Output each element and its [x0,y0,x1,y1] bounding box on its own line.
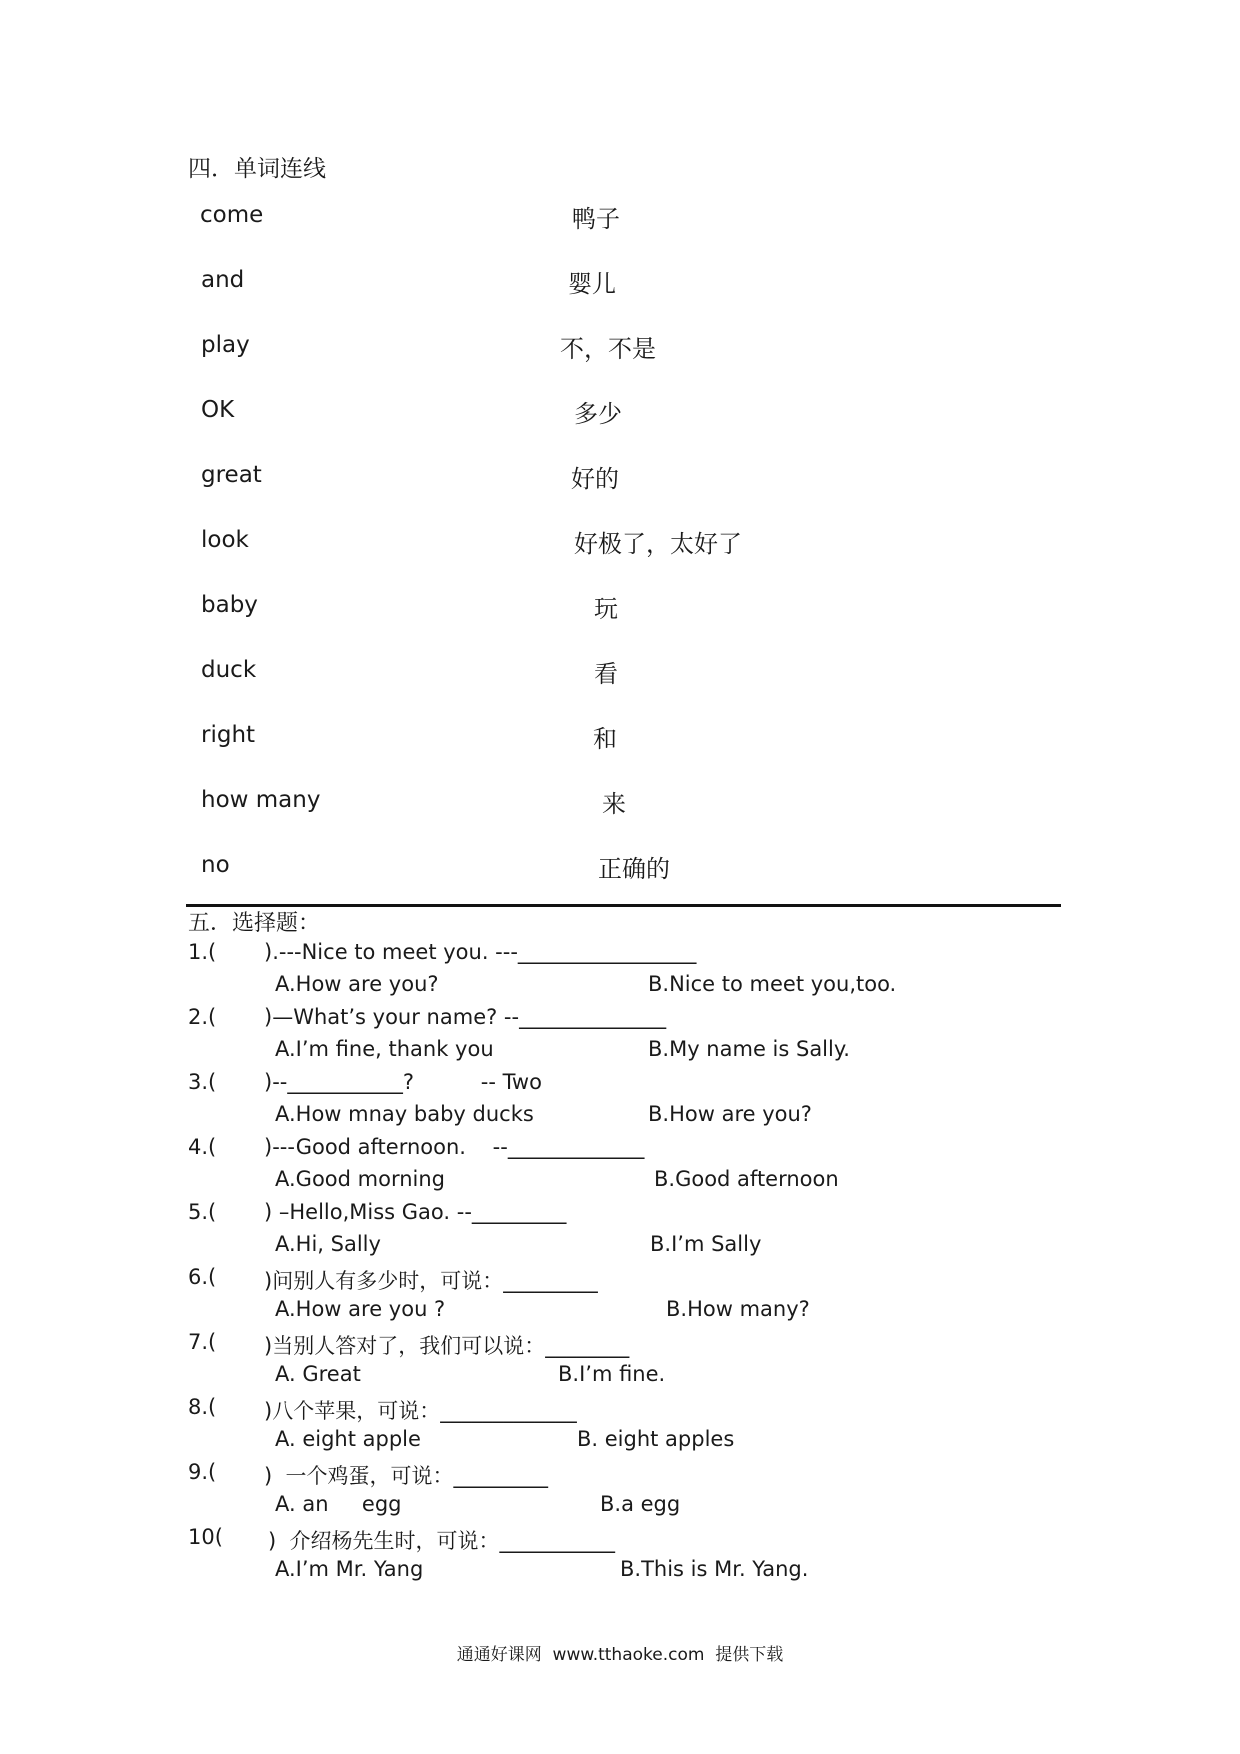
question-text: )---Good afternoon. --_____________ [264,1135,645,1159]
section-4-title: 四．单词连线 [188,156,326,182]
option-b: B.How many? [666,1297,810,1321]
english-word: come [200,202,264,228]
chinese-word: 不，不是 [560,335,656,363]
option-a: A.Hi, Sally [275,1232,381,1256]
option-b: B.This is Mr. Yang. [620,1557,809,1581]
question-text: ) 介绍杨先生时，可说：___________ [268,1529,616,1553]
chinese-word: 看 [594,660,618,688]
english-word: great [201,462,262,488]
option-b: B.Good afternoon [654,1167,839,1191]
question-text: )当别人答对了，我们可以说：________ [264,1334,630,1358]
option-a: A. Great [275,1362,361,1386]
option-b: B. eight apples [577,1427,735,1451]
english-word: play [201,332,250,358]
option-b: B.a egg [600,1492,681,1516]
question-number: 10( [188,1525,223,1549]
option-a: A.I’m fine, thank you [275,1037,494,1061]
question-number: 9.( [188,1460,217,1484]
option-a: A.How are you ? [275,1297,446,1321]
chinese-word: 玩 [594,595,618,623]
option-a: A. an egg [275,1492,402,1516]
question-text: ) –Hello,Miss Gao. --_________ [264,1200,567,1224]
chinese-word: 好的 [571,465,619,493]
question-number: 7.( [188,1330,217,1354]
option-b: B.Nice to meet you,too. [648,972,897,996]
english-word: baby [201,592,258,618]
question-number: 2.( [188,1005,217,1029]
page-footer: 通通好课网 www.tthaoke.com 提供下载 [456,1645,784,1665]
english-word: and [201,267,245,293]
question-number: 3.( [188,1070,217,1094]
option-b: B.I’m fine. [558,1362,666,1386]
english-word: how many [201,787,321,813]
question-number: 4.( [188,1135,217,1159]
option-a: A.Good morning [275,1167,445,1191]
question-text: )—What’s your name? --______________ [264,1005,667,1029]
chinese-word: 正确的 [598,855,670,883]
chinese-word: 来 [602,790,626,818]
question-text: )--___________? -- Two [264,1070,542,1094]
question-number: 5.( [188,1200,217,1224]
english-word: OK [201,397,235,423]
chinese-word: 婴儿 [568,270,616,298]
chinese-word: 鸭子 [572,205,620,233]
question-text: ).---Nice to meet you. ---_________________ [264,940,697,964]
chinese-word: 好极了，太好了 [574,530,742,558]
option-b: B.How are you? [648,1102,812,1126]
option-a: A.How are you? [275,972,439,996]
option-a: A.How mnay baby ducks [275,1102,534,1126]
question-text: )八个苹果，可说：_____________ [264,1399,577,1423]
question-number: 8.( [188,1395,217,1419]
option-b: B.I’m Sally [650,1232,762,1256]
chinese-word: 多少 [574,400,622,428]
question-number: 1.( [188,940,217,964]
english-word: right [201,722,256,748]
option-a: A. eight apple [275,1427,421,1451]
question-text: ) 一个鸡蛋，可说：_________ [264,1464,549,1488]
option-b: B.My name is Sally. [648,1037,850,1061]
question-text: )问别人有多少时，可说：_________ [264,1269,598,1293]
english-word: duck [201,657,257,683]
option-a: A.I’m Mr. Yang [275,1557,424,1581]
english-word: look [201,527,249,553]
question-number: 6.( [188,1265,217,1289]
english-word: no [201,852,230,878]
section-5-title: 五．选择题： [188,911,321,936]
chinese-word: 和 [593,725,617,753]
